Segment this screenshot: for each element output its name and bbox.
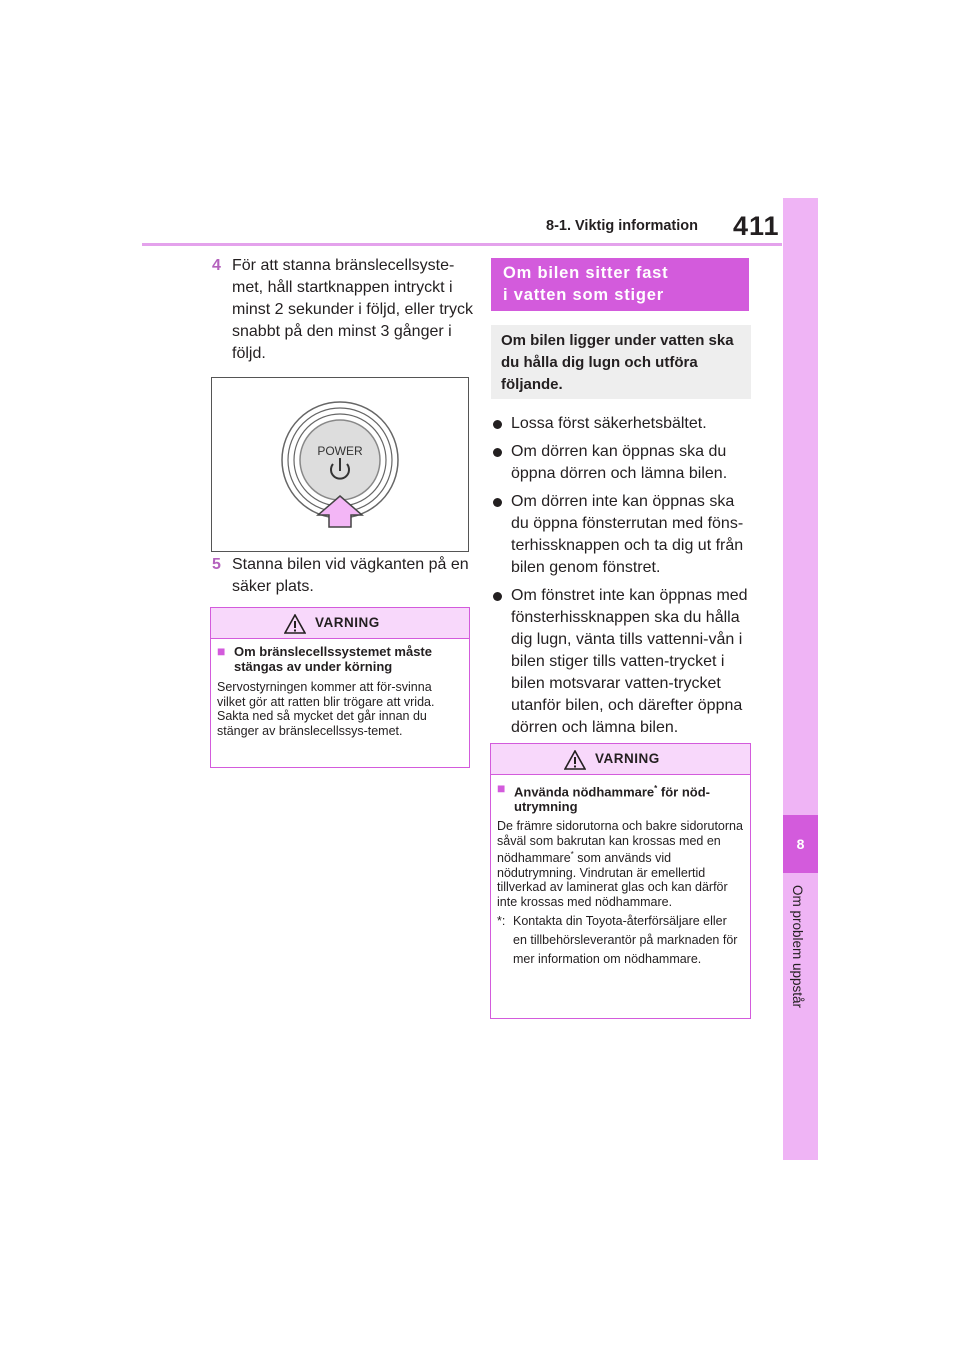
list-item: [491, 413, 756, 435]
warning-body: [497, 819, 744, 909]
warning-title: VARNING: [315, 615, 380, 630]
power-label: POWER: [317, 444, 363, 458]
warning-body-text: De främre sidorutorna och bakre sidorutorna såväl som bakrutan kan krossas med en nödhammare: [497, 819, 743, 866]
warning-heading-text-cont: för nöd-utrymning: [514, 784, 710, 815]
list-item-text: Om dörren inte kan öppnas ska du öppna fönsterrutan med föns-terhissknappen och ta dig ut från bilen genom fönstret.: [511, 493, 744, 576]
warning-header: [491, 744, 750, 775]
warning-heading: [497, 781, 744, 814]
intro-box: [491, 325, 751, 399]
step-text: Stanna bilen vid vägkanten på en säker plats.: [232, 556, 469, 595]
bullet-dot-icon: [493, 592, 502, 601]
square-bullet-icon: ■: [497, 780, 506, 796]
section-heading-box: [491, 258, 749, 311]
bullet-dot-icon: [493, 498, 502, 507]
section-heading-line1: Om bilen sitter fast: [503, 264, 669, 282]
step-5: [212, 554, 474, 598]
warning-heading-text: Om bränslecellssystemet måste stängas av under körning: [234, 644, 432, 674]
power-button-graphic: [212, 378, 468, 551]
warning-triangle-icon: [284, 614, 306, 634]
bullet-dot-icon: [493, 448, 502, 457]
warning-heading-text: Använda nödhammare: [514, 784, 655, 800]
footnote-marker: *:: [497, 914, 506, 929]
footnote-mark: *: [654, 784, 658, 793]
list-item-text: Om fönstret inte kan öppnas med fönsterhissknappen ska du hålla dig lugn, vänta tills vattenni-vån i bilen stiger tills vatten-trycket i bilen motsvarar vatten-trycket utanför bilen, och därefter öppna dörren och lämna bilen.: [511, 587, 748, 736]
warning-heading: [217, 644, 463, 674]
list-item-text: Om dörren kan öppnas ska du öppna dörren och lämna bilen.: [511, 443, 728, 482]
footnote: [497, 912, 744, 969]
warning-title: VARNING: [595, 751, 660, 766]
chapter-title: Om problem uppstår: [790, 885, 805, 1009]
step-number: 5: [212, 556, 221, 573]
warning-body-text-cont: som används vid nödutrymning. Vindrutan är emellertid tillverkad av laminerat glas och kan därför inte krossas med nödhammare.: [497, 851, 728, 909]
warning-triangle-icon: [564, 750, 586, 770]
chapter-number: 8: [783, 815, 818, 873]
warning-box-left: [210, 607, 470, 768]
step-text: För att stanna bränslecellsyste-met, håll startknappen intryckt i minst 2 sekunder i följd, eller tryck snabbt på den minst 3 gånger i följd.: [232, 257, 473, 362]
list-item: [491, 585, 756, 739]
power-button-illustration: [211, 377, 469, 552]
intro-text: Om bilen ligger under vatten ska du hålla dig lugn och utföra följande.: [501, 332, 734, 393]
bullet-list: [491, 413, 756, 745]
warning-box-right: [490, 743, 751, 1019]
warning-header: [211, 608, 469, 639]
step-number: 4: [212, 257, 221, 274]
list-item: [491, 441, 756, 485]
section-heading-line2: i vatten som stiger: [503, 286, 664, 304]
page-number: 411: [733, 211, 780, 241]
footnote-mark: *: [570, 850, 574, 860]
list-item: [491, 491, 756, 579]
warning-body: Servostyrningen kommer att för-svinna vilket gör att ratten blir trögare att vrida. Sakta ned så mycket det går innan du stänger av bränslecellssys-temet.: [217, 680, 435, 738]
bullet-dot-icon: [493, 420, 502, 429]
section-title: 8-1. Viktig information: [546, 218, 699, 234]
list-item-text: Lossa först säkerhetsbältet.: [511, 415, 707, 432]
step-4: [212, 255, 474, 365]
footnote-text: Kontakta din Toyota-återförsäljare eller en tillbehörsleverantör på marknaden för mer information om nödhammare.: [513, 914, 738, 967]
chapter-title-vertical: [790, 885, 812, 1045]
square-bullet-icon: ■: [217, 643, 226, 659]
header-divider: [142, 243, 782, 246]
